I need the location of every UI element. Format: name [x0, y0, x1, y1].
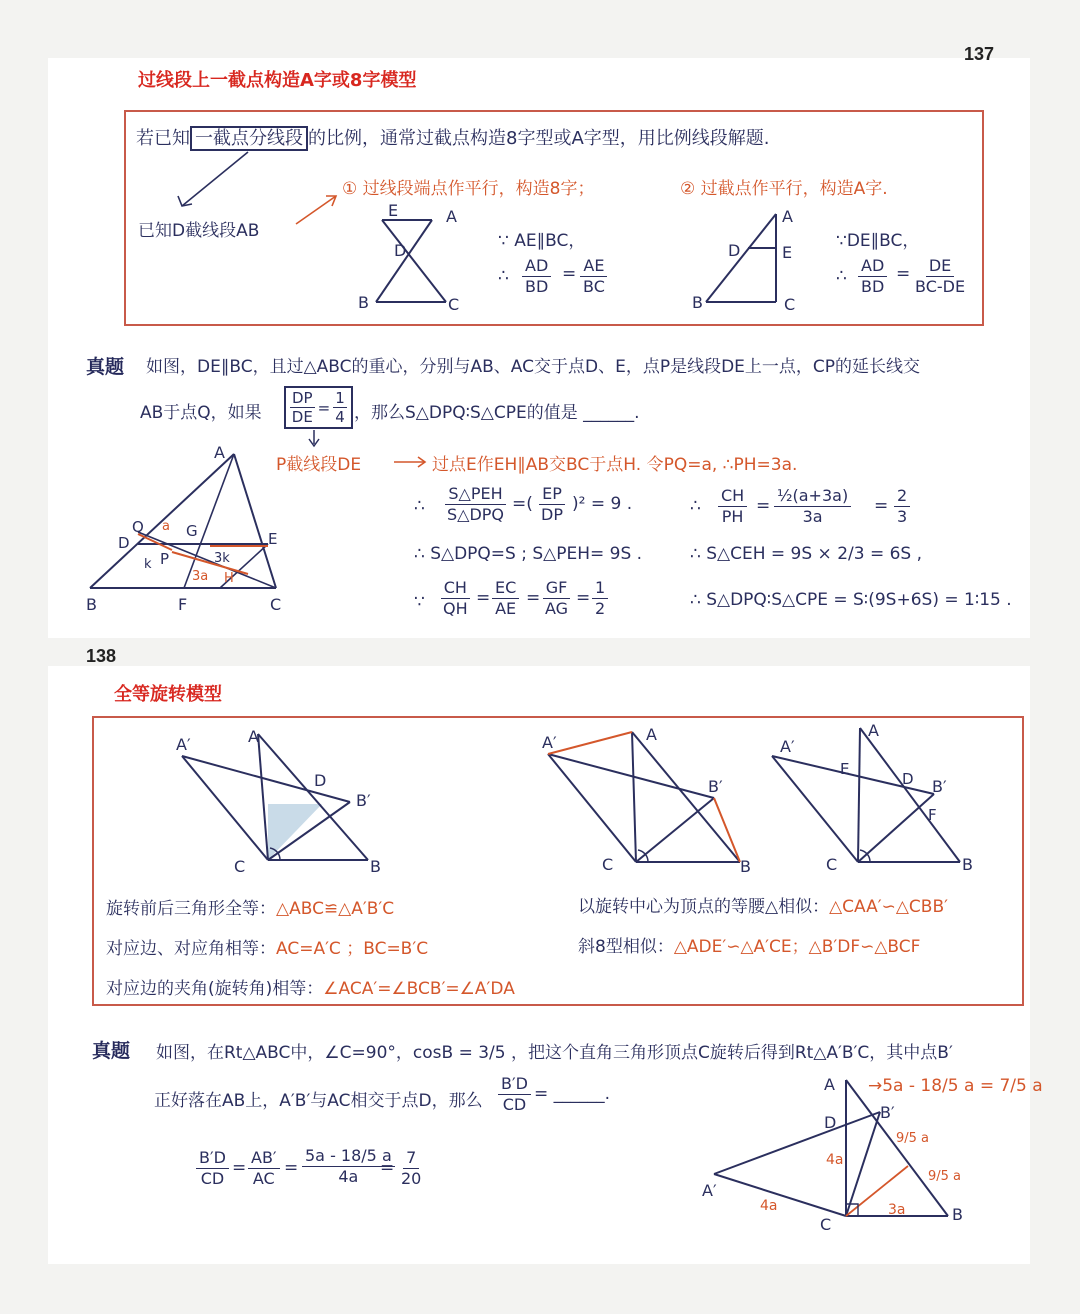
sol1-mid: =(: [512, 494, 533, 514]
label-3a: 3a: [192, 569, 209, 584]
case2-therefore: ∴: [836, 266, 847, 286]
num: ½(a+3a): [774, 486, 851, 507]
sol4-frac2: [774, 486, 851, 527]
label-C: C: [602, 855, 614, 874]
problem1-figure: [80, 438, 290, 618]
den: BC-DE: [915, 277, 966, 296]
label-a: a: [162, 519, 170, 534]
den: 3a: [802, 507, 823, 526]
equals-sign: =: [284, 1158, 299, 1178]
right-prop-1: [578, 892, 948, 917]
label-4a-bottom: 4a: [760, 1198, 778, 1214]
num: AD: [522, 256, 551, 277]
label-9-5a-upper: 9/5 a: [896, 1131, 930, 1146]
num: B′D: [498, 1074, 531, 1095]
intro-post: 的比例，通常过截点构造8字型或A字型，用比例线段解题.: [308, 128, 770, 149]
num: B′D: [196, 1148, 229, 1169]
label-C: C: [820, 1215, 832, 1234]
case1-therefore: ∴: [498, 266, 509, 286]
left-prop-2: [106, 934, 428, 959]
rotation-figure-2: [540, 724, 770, 880]
page-number-middle: 138: [86, 646, 117, 666]
rotation-figure-1: [170, 724, 390, 880]
equals-sign: =: [317, 398, 331, 417]
label-D: D: [394, 241, 407, 260]
den: S△DPQ: [447, 505, 505, 524]
equals-sign: =: [756, 496, 771, 516]
case1-given: ∵ AE∥BC，: [498, 231, 586, 251]
label-A: A: [446, 207, 457, 226]
sol6: ∴ S△DPQ∶S△CPE = S∶(9S+6S) = 1∶15 .: [690, 590, 1012, 610]
value: ∠ACA′=∠BCB′=∠A′DA: [323, 979, 515, 999]
problem1-line1: 如图，DE∥BC，且过△ABC的重心，分别与AB、AC交于点D、E，点P是线段DE上一点，CP的延长线交: [146, 357, 921, 377]
rotation-figure-3: [770, 722, 990, 880]
sol-frac-1: [196, 1148, 229, 1189]
den: 20: [401, 1169, 422, 1188]
case2-given: ∵DE∥BC，: [836, 231, 920, 251]
num: AD: [858, 256, 887, 277]
value: △CAA′∽△CBB′: [829, 897, 948, 917]
label: 对应边、对应角相等：: [106, 939, 276, 959]
equals-sign: =: [476, 588, 491, 608]
den: AC: [252, 1169, 275, 1188]
label-D: D: [314, 771, 327, 790]
den: 4a: [338, 1167, 359, 1186]
label-C: C: [270, 595, 282, 614]
equals-sign: =: [874, 496, 889, 516]
den: BD: [525, 277, 549, 296]
num: EP: [539, 484, 565, 505]
construction-note: 过点E作EH∥AB交BC于点H. 令PQ=a, ∴PH=3a.: [432, 455, 798, 475]
equals-sign: =: [562, 264, 577, 284]
num: 2: [894, 486, 910, 507]
num: 7: [403, 1148, 419, 1169]
problem2-line2-post: = ______.: [534, 1084, 611, 1104]
num: DP: [292, 389, 313, 407]
label-C: C: [234, 857, 246, 876]
label: 斜8型相似：: [578, 937, 674, 957]
sol4-frac1: [718, 486, 747, 527]
problem2-note: →5a - 18/5 a = 7/5 a: [868, 1076, 1043, 1096]
sol3-frac4: [592, 578, 608, 619]
den: PH: [721, 507, 744, 526]
label-Q: Q: [132, 518, 144, 536]
den: CD: [200, 1169, 225, 1188]
label-F: F: [928, 806, 937, 824]
label-A: A: [248, 727, 259, 746]
label-C: C: [826, 855, 838, 874]
ask-frac: [498, 1074, 531, 1115]
label-P: P: [160, 550, 170, 568]
sol2: ∴ S△DPQ=S ; S△PEH= 9S .: [414, 544, 643, 564]
label-k: k: [144, 557, 152, 572]
num: AB′: [248, 1148, 280, 1169]
num: GF: [543, 578, 571, 599]
sol4-pre: ∴: [690, 496, 701, 516]
value: △ADE′∽△A′CE；△B′DF∽△BCF: [673, 937, 921, 957]
label-3k: 3k: [214, 551, 230, 566]
section-title-rotation-model: 全等旋转模型: [114, 684, 222, 705]
problem2-figure: [700, 1070, 980, 1234]
label-9-5a-lower: 9/5 a: [928, 1169, 962, 1184]
arrow-note: P截线段DE: [276, 455, 362, 475]
equals-sign: =: [380, 1158, 395, 1178]
den: 4: [335, 408, 345, 426]
label-B: B: [358, 293, 369, 312]
label-B-prime: B′: [356, 791, 371, 810]
page-number-top: 137: [964, 44, 995, 64]
den: CD: [502, 1095, 527, 1114]
problem2-line1: 如图，在Rt△ABC中，∠C=90°，cosB = 3/5 ，把这个直角三角形顶点C旋转后得到Rt△A′B′C，其中点B′: [156, 1043, 953, 1063]
left-prop-1: [106, 894, 394, 919]
den: AE: [495, 599, 517, 618]
label: 以旋转中心为顶点的等腰△相似：: [578, 897, 830, 917]
sol1-frac1: [444, 484, 507, 525]
label-E: E: [268, 530, 278, 548]
num: CH: [718, 486, 747, 507]
den: QH: [443, 599, 468, 618]
sol3-pre: ∵: [414, 592, 425, 612]
problem1-line2-post: ，那么S△DPQ∶S△CPE的值是 ______.: [354, 403, 640, 423]
label-B: B: [740, 857, 751, 876]
label: 对应边的夹角(旋转角)相等：: [106, 979, 324, 999]
label-B: B: [952, 1205, 963, 1224]
num: S△PEH: [445, 484, 505, 505]
sol1-pre: ∴: [414, 496, 425, 516]
den: AG: [545, 599, 569, 618]
label-G: G: [186, 522, 198, 540]
problem2-tag: 真题: [92, 1040, 131, 1062]
num: DE: [926, 256, 954, 277]
label-4a-vertical: 4a: [826, 1152, 844, 1168]
problem1-line2-pre: AB于点Q，如果: [140, 403, 262, 423]
label-F: F: [178, 595, 188, 614]
den: DE: [291, 408, 313, 426]
sol1-frac2: [538, 484, 566, 525]
label-3a: 3a: [888, 1202, 906, 1218]
label-B-prime: B′: [880, 1103, 895, 1122]
sol5: ∴ S△CEH = 9S × 2/3 = 6S ,: [690, 544, 923, 564]
sol4-frac3: [894, 486, 910, 527]
label-B-prime: B′: [708, 777, 723, 796]
equals-sign: =: [232, 1158, 247, 1178]
intro-highlight-box: 一截点分线段: [190, 126, 308, 151]
equals-sign: =: [896, 264, 911, 284]
den: 2: [595, 599, 606, 618]
label-B: B: [86, 595, 97, 614]
sol-frac-2: [248, 1148, 280, 1189]
problem1-tag: 真题: [86, 356, 125, 378]
num: AE: [580, 256, 607, 277]
sol-frac-4: [398, 1148, 424, 1189]
label-D: D: [902, 770, 914, 788]
sol3-frac1: [440, 578, 471, 619]
left-prop-3: [106, 974, 515, 999]
right-prop-2: [578, 932, 920, 957]
den: BD: [861, 277, 885, 296]
label: 旋转前后三角形全等：: [106, 899, 276, 919]
label-E: E: [388, 201, 399, 220]
label-D: D: [824, 1113, 837, 1132]
label-D: D: [118, 534, 130, 552]
sol1-post: )² = 9 .: [572, 494, 633, 514]
case1-title: ① 过线段端点作平行，构造8字；: [342, 179, 595, 199]
label-A: A: [824, 1075, 835, 1094]
case2-title: ② 过截点作平行，构造A字.: [680, 179, 888, 199]
sol3-frac3: [542, 578, 571, 619]
label-B: B: [370, 857, 381, 876]
den: DP: [541, 505, 563, 524]
den: 3: [897, 507, 908, 526]
equals-sign: =: [576, 588, 591, 608]
problem2-line2-pre: 正好落在AB上，A′B′与AC相交于点D，那么: [154, 1091, 483, 1111]
label-E: E: [782, 243, 793, 262]
label-A-prime: A′: [176, 735, 191, 754]
label-A: A: [782, 207, 793, 226]
label-B-prime: B′: [932, 777, 947, 796]
value: AC=A′C ；BC=B′C: [276, 939, 429, 959]
label-A-prime: A′: [542, 733, 557, 752]
label-A: A: [214, 443, 225, 462]
label-D: D: [728, 241, 741, 260]
den: BC: [583, 277, 605, 296]
label-A: A: [646, 725, 657, 744]
label-A-prime: A′: [780, 737, 795, 756]
label-B: B: [692, 293, 703, 312]
section-title-a-8-model: 过线段上一截点构造A字或8字模型: [138, 70, 417, 91]
num: 5a - 18/5 a: [302, 1146, 395, 1167]
known-note: 已知D截线段AB: [138, 221, 260, 241]
label-E: E: [840, 760, 850, 778]
intro-pre: 若已知: [136, 128, 190, 149]
num: 1: [335, 389, 345, 407]
label-C: C: [784, 295, 796, 314]
equals-sign: =: [526, 588, 541, 608]
label-A: A: [868, 721, 879, 740]
label-B: B: [962, 855, 973, 874]
label-H: H: [224, 571, 234, 586]
sol3-frac2: [492, 578, 519, 619]
value: △ABC≌△A′B′C: [276, 899, 395, 919]
num: CH: [441, 578, 470, 599]
num: 1: [592, 578, 608, 599]
num: EC: [492, 578, 519, 599]
label-C: C: [448, 295, 460, 314]
label-A-prime: A′: [702, 1181, 717, 1200]
